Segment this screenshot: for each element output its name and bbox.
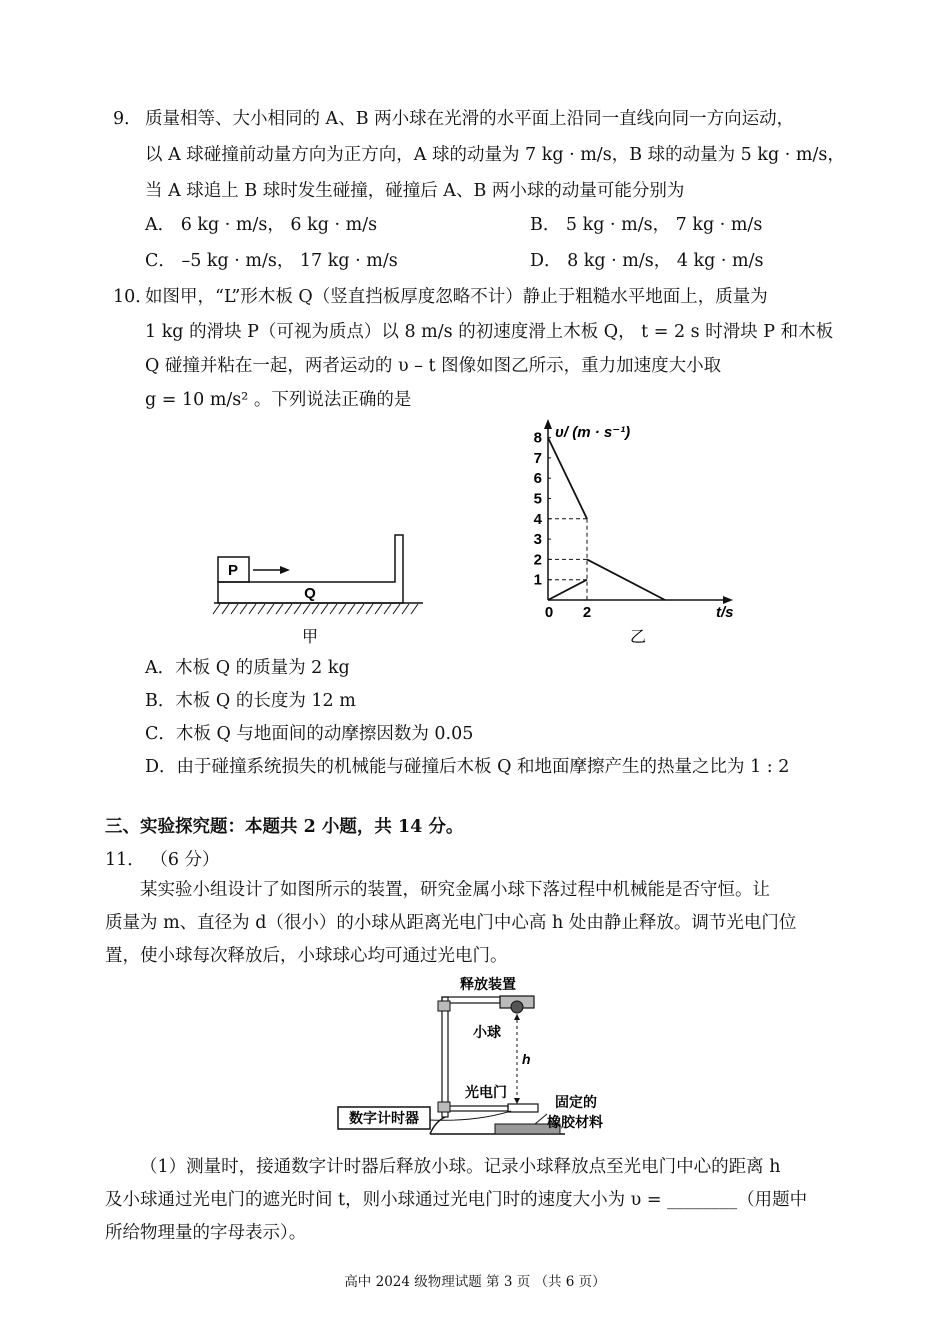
h-arrow-top-icon	[514, 1014, 520, 1020]
q10-stem-line1: 如图甲，“L”形木板 Q（竖直挡板厚度忽略不计）静止于粗糙水平地面上，质量为	[145, 287, 768, 307]
series-line-1	[548, 438, 587, 519]
ball-label: 小球	[473, 1024, 501, 1040]
hatch-mark	[384, 604, 391, 614]
hatch-mark	[267, 604, 274, 614]
hatch-mark	[294, 604, 301, 614]
block-p-label: P	[227, 562, 239, 579]
release-label: 释放装置	[460, 976, 516, 992]
figure-yi-vt-chart	[520, 415, 780, 647]
q9-stem-line1: 质量相等、大小相同的 A、B 两小球在光滑的水平面上沿同一直线向同一方向运动，	[145, 109, 795, 129]
hatch-mark	[366, 604, 373, 614]
q10-option-b: B．木板 Q 的长度为 12 m	[145, 691, 356, 711]
y-tick-label-5: 5	[533, 490, 542, 508]
q11-number: 11． （6 分）	[105, 850, 220, 870]
q10-stem-line2: 1 kg 的滑块 P（可视为质点）以 8 m/s 的初速度滑上木板 Q， t = 2 s 时滑块 P 和木板	[145, 322, 834, 342]
q11-para1-line3: 置，使小球每次释放后，小球球心均可通过光电门。	[105, 946, 508, 966]
q9-stem-line2: 以 A 球碰撞前动量方向为正方向，A 球的动量为 7 kg · m/s，B 球的动量为 5 kg · m/s，	[145, 145, 845, 165]
hatch-mark	[339, 604, 346, 614]
arrow-head-icon	[280, 566, 290, 574]
figure-jia	[210, 530, 430, 650]
hatch-mark	[240, 604, 247, 614]
y-tick-label-6: 6	[533, 470, 542, 488]
q9-option-d: D． 8 kg · m/s， 4 kg · m/s	[530, 251, 764, 271]
q9-stem-line3: 当 A 球追上 B 球时发生碰撞，碰撞后 A、B 两小球的动量可能分别为	[145, 181, 685, 201]
q11-part1-line2: 及小球通过光电门的遮光时间 t，则小球通过光电门时的速度大小为 υ = ________（用题中	[105, 1190, 808, 1210]
gate-label: 光电门	[465, 1084, 507, 1100]
y-tick-label-7: 7	[533, 449, 542, 467]
dashed-guides	[548, 519, 587, 600]
hatch-mark	[411, 604, 418, 614]
hatch-mark	[402, 604, 409, 614]
hatch-mark	[276, 604, 283, 614]
q9-option-a: A． 6 kg · m/s， 6 kg · m/s	[145, 215, 378, 235]
y-tick-label-1: 1	[533, 571, 542, 589]
x-axis-label: t/s	[716, 604, 734, 621]
q10-stem-line3: Q 碰撞并粘在一起，两者运动的 υ – t 图像如图乙所示，重力加速度大小取	[145, 356, 722, 376]
fixed-label-leader	[535, 1114, 547, 1124]
x-axis-arrow-icon	[723, 596, 733, 604]
top-clamp	[438, 1001, 450, 1011]
q11-part1-line3: 所给物理量的字母表示）。	[105, 1223, 307, 1243]
x-tick-label-2: 2	[582, 604, 592, 621]
stand-pole	[442, 997, 448, 1117]
q11-para1-line2: 质量为 m、直径为 d（很小）的小球从距离光电门中心高 h 处由静止释放。调节光电门位	[105, 913, 797, 933]
hatch-mark	[285, 604, 292, 614]
hatch-mark	[375, 604, 382, 614]
fixed-label-1: 固定的	[555, 1094, 597, 1110]
hatch-mark	[312, 604, 319, 614]
stand-foot	[430, 1117, 445, 1134]
h-arrow-bottom-icon	[514, 1098, 520, 1104]
h-label: h	[522, 1051, 531, 1067]
page-footer: 高中 2024 级物理试题 第 3 页 （共 6 页）	[344, 1274, 606, 1290]
stand-arm-bottom	[448, 1106, 508, 1111]
y-axis-arrow-icon	[544, 419, 552, 429]
series-line-2	[548, 580, 587, 600]
y-tick-label-2: 2	[533, 551, 542, 569]
hatch-mark	[249, 604, 256, 614]
fixed-label-2: 橡胶材料	[547, 1114, 603, 1130]
origin-label: 0	[544, 604, 554, 621]
y-axis-label: υ/ (m · s⁻¹)	[555, 424, 631, 441]
hatch-mark	[303, 604, 310, 614]
stand-arm-top	[442, 997, 500, 1003]
hatch-mark	[258, 604, 265, 614]
q9-number: 9．	[113, 109, 142, 129]
hatch-mark	[321, 604, 328, 614]
y-tick-label-8: 8	[533, 429, 542, 447]
apparatus-figure	[335, 972, 655, 1147]
hatch-mark	[357, 604, 364, 614]
board-q-label: Q	[304, 585, 316, 602]
hatch-mark	[348, 604, 355, 614]
y-tick-label-3: 3	[533, 531, 542, 549]
section-3-title: 三、实验探究题：本题共 2 小题，共 14 分。	[105, 817, 464, 837]
figure-yi-caption: 乙	[629, 629, 647, 646]
q10-option-c: C．木板 Q 与地面间的动摩擦因数为 0.05	[145, 724, 474, 744]
ball-icon	[511, 1001, 523, 1013]
q10-option-d: D．由于碰撞系统损失的机械能与碰撞后木板 Q 和地面摩擦产生的热量之比为 1 : 2	[145, 757, 790, 777]
q11-part1-line1: （1）测量时，接通数字计时器后释放小球。记录小球释放点至光电门中心的距离 h	[140, 1157, 781, 1177]
hatch-mark	[222, 604, 229, 614]
ground-hatching	[213, 604, 418, 614]
q10-number: 10．	[113, 287, 153, 307]
hatch-mark	[213, 604, 220, 614]
q9-option-b: B． 5 kg · m/s， 7 kg · m/s	[530, 215, 763, 235]
q10-stem-line4: g = 10 m/s² 。下列说法正确的是	[145, 390, 412, 410]
q11-para1-line1: 某实验小组设计了如图所示的装置，研究金属小球下落过程中机械能是否守恒。让	[140, 880, 770, 900]
figure-jia-caption: 甲	[301, 629, 319, 646]
q9-option-c: C． –5 kg · m/s， 17 kg · m/s	[145, 251, 398, 271]
y-tick-label-4: 4	[533, 510, 542, 528]
q10-option-a: A．木板 Q 的质量为 2 kg	[145, 658, 350, 678]
hatch-mark	[231, 604, 238, 614]
hatch-mark	[330, 604, 337, 614]
series-line-3	[587, 559, 665, 600]
photogate	[508, 1104, 538, 1112]
hatch-mark	[393, 604, 400, 614]
bottom-clamp	[438, 1102, 450, 1112]
timer-label: 数字计时器	[349, 1110, 419, 1126]
